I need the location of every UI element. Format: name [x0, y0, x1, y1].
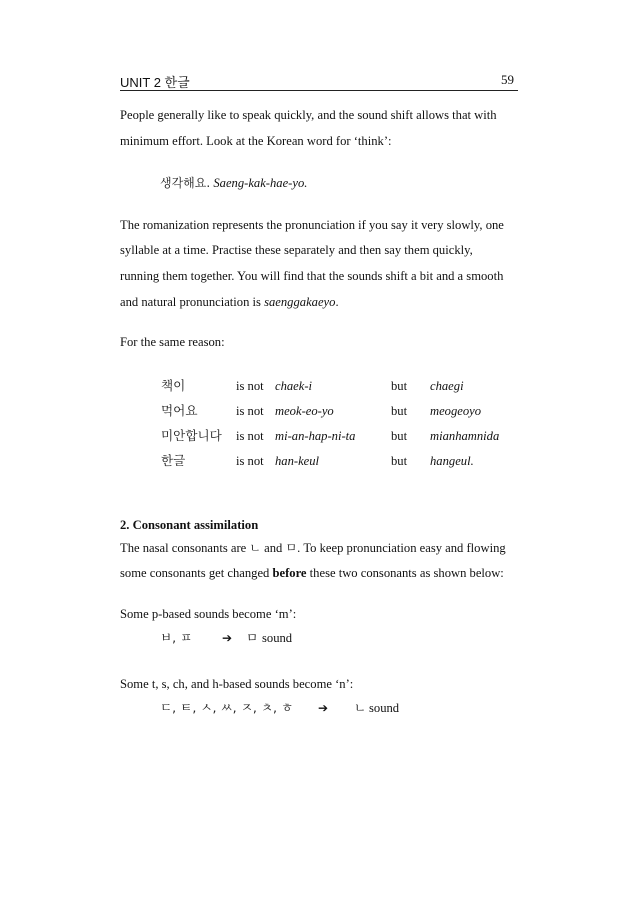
rule-p-sound: sound: [262, 631, 293, 645]
row-but: but: [391, 429, 408, 443]
rule-p-intro: Some p-based sounds become ‘m’:: [120, 607, 297, 621]
row-korean: 책이: [161, 378, 186, 393]
arrow-right-icon: ➔: [318, 701, 329, 715]
para2-line4-text: and natural pronunciation is: [120, 295, 265, 309]
rule-t-sound: sound: [369, 701, 400, 715]
example-korean: 생각해요.: [160, 176, 211, 190]
section-heading: 2. Consonant assimilation: [120, 518, 259, 532]
row-fast-pronunciation: hangeul.: [430, 454, 474, 468]
row-is-not: is not: [236, 404, 264, 418]
section2-line1: [120, 540, 506, 556]
para2-line2: syllable at a time. Practise these separately and then say them quickly,: [120, 243, 473, 257]
section2-line2-bold: before: [272, 566, 307, 580]
example-line: [160, 175, 307, 191]
row-is-not: is not: [236, 429, 264, 443]
row-fast-pronunciation: meogeoyo: [430, 404, 482, 418]
row-but: but: [391, 379, 408, 393]
same-reason-text: For the same reason:: [120, 335, 225, 349]
section2-line1-a: The nasal consonants are: [120, 541, 250, 555]
row-korean: 한글: [161, 453, 186, 468]
row-but: but: [391, 404, 408, 418]
rule-t-target: ㄴ: [354, 700, 367, 715]
page-number: 59: [501, 72, 514, 87]
row-fast-pronunciation: chaegi: [430, 379, 464, 393]
nasal-consonant-n: ㄴ: [249, 541, 261, 555]
rule-t-intro: Some t, s, ch, and h-based sounds become ‘n’:: [120, 677, 354, 691]
row-korean: 미안합니다: [161, 428, 222, 443]
section2-line1-c: . To keep pronunciation easy and flowing: [297, 541, 506, 555]
row-korean: 먹어요: [161, 403, 198, 418]
arrow-right-icon: ➔: [222, 631, 233, 645]
para1-line1: People generally like to speak quickly, and the sound shift allows that with: [120, 108, 497, 122]
row-slow-romanization: han-keul: [275, 454, 320, 468]
para2-line4-italic: saenggakaeyo: [264, 295, 336, 309]
para1-line2: minimum effort. Look at the Korean word for ‘think’:: [120, 134, 392, 148]
section2-line2: [120, 565, 504, 581]
para2-line4-end: .: [335, 295, 339, 309]
row-is-not: is not: [236, 379, 264, 393]
row-slow-romanization: meok-eo-yo: [275, 404, 334, 418]
section2-line1-b: and: [260, 541, 286, 555]
para2-line4: [120, 294, 339, 310]
row-slow-romanization: chaek-i: [275, 379, 313, 393]
nasal-consonant-m: ㅁ: [285, 541, 298, 555]
row-is-not: is not: [236, 454, 264, 468]
para2-line1: The romanization represents the pronunciation if you say it very slowly, one: [120, 218, 504, 232]
rule-t-sources: ㄷ, ㅌ, ㅅ, ㅆ, ㅈ, ㅊ, ㅎ: [160, 700, 294, 715]
row-but: but: [391, 454, 408, 468]
unit-title: UNIT 2 한글: [120, 75, 190, 90]
page-header: [120, 72, 518, 91]
section2-line2-a: some consonants get changed: [120, 566, 273, 580]
row-slow-romanization: mi-an-hap-ni-ta: [275, 429, 356, 443]
rule-p-sources: ㅂ, ㅍ: [160, 630, 193, 645]
para2-line3: running them together. You will find that the sounds shift a bit and a smooth: [120, 269, 504, 283]
example-romanization: Saeng-kak-hae-yo.: [213, 176, 308, 190]
section2-line2-b: these two consonants as shown below:: [306, 566, 504, 580]
rule-p-target: ㅁ: [246, 630, 259, 645]
row-fast-pronunciation: mianhamnida: [430, 429, 500, 443]
